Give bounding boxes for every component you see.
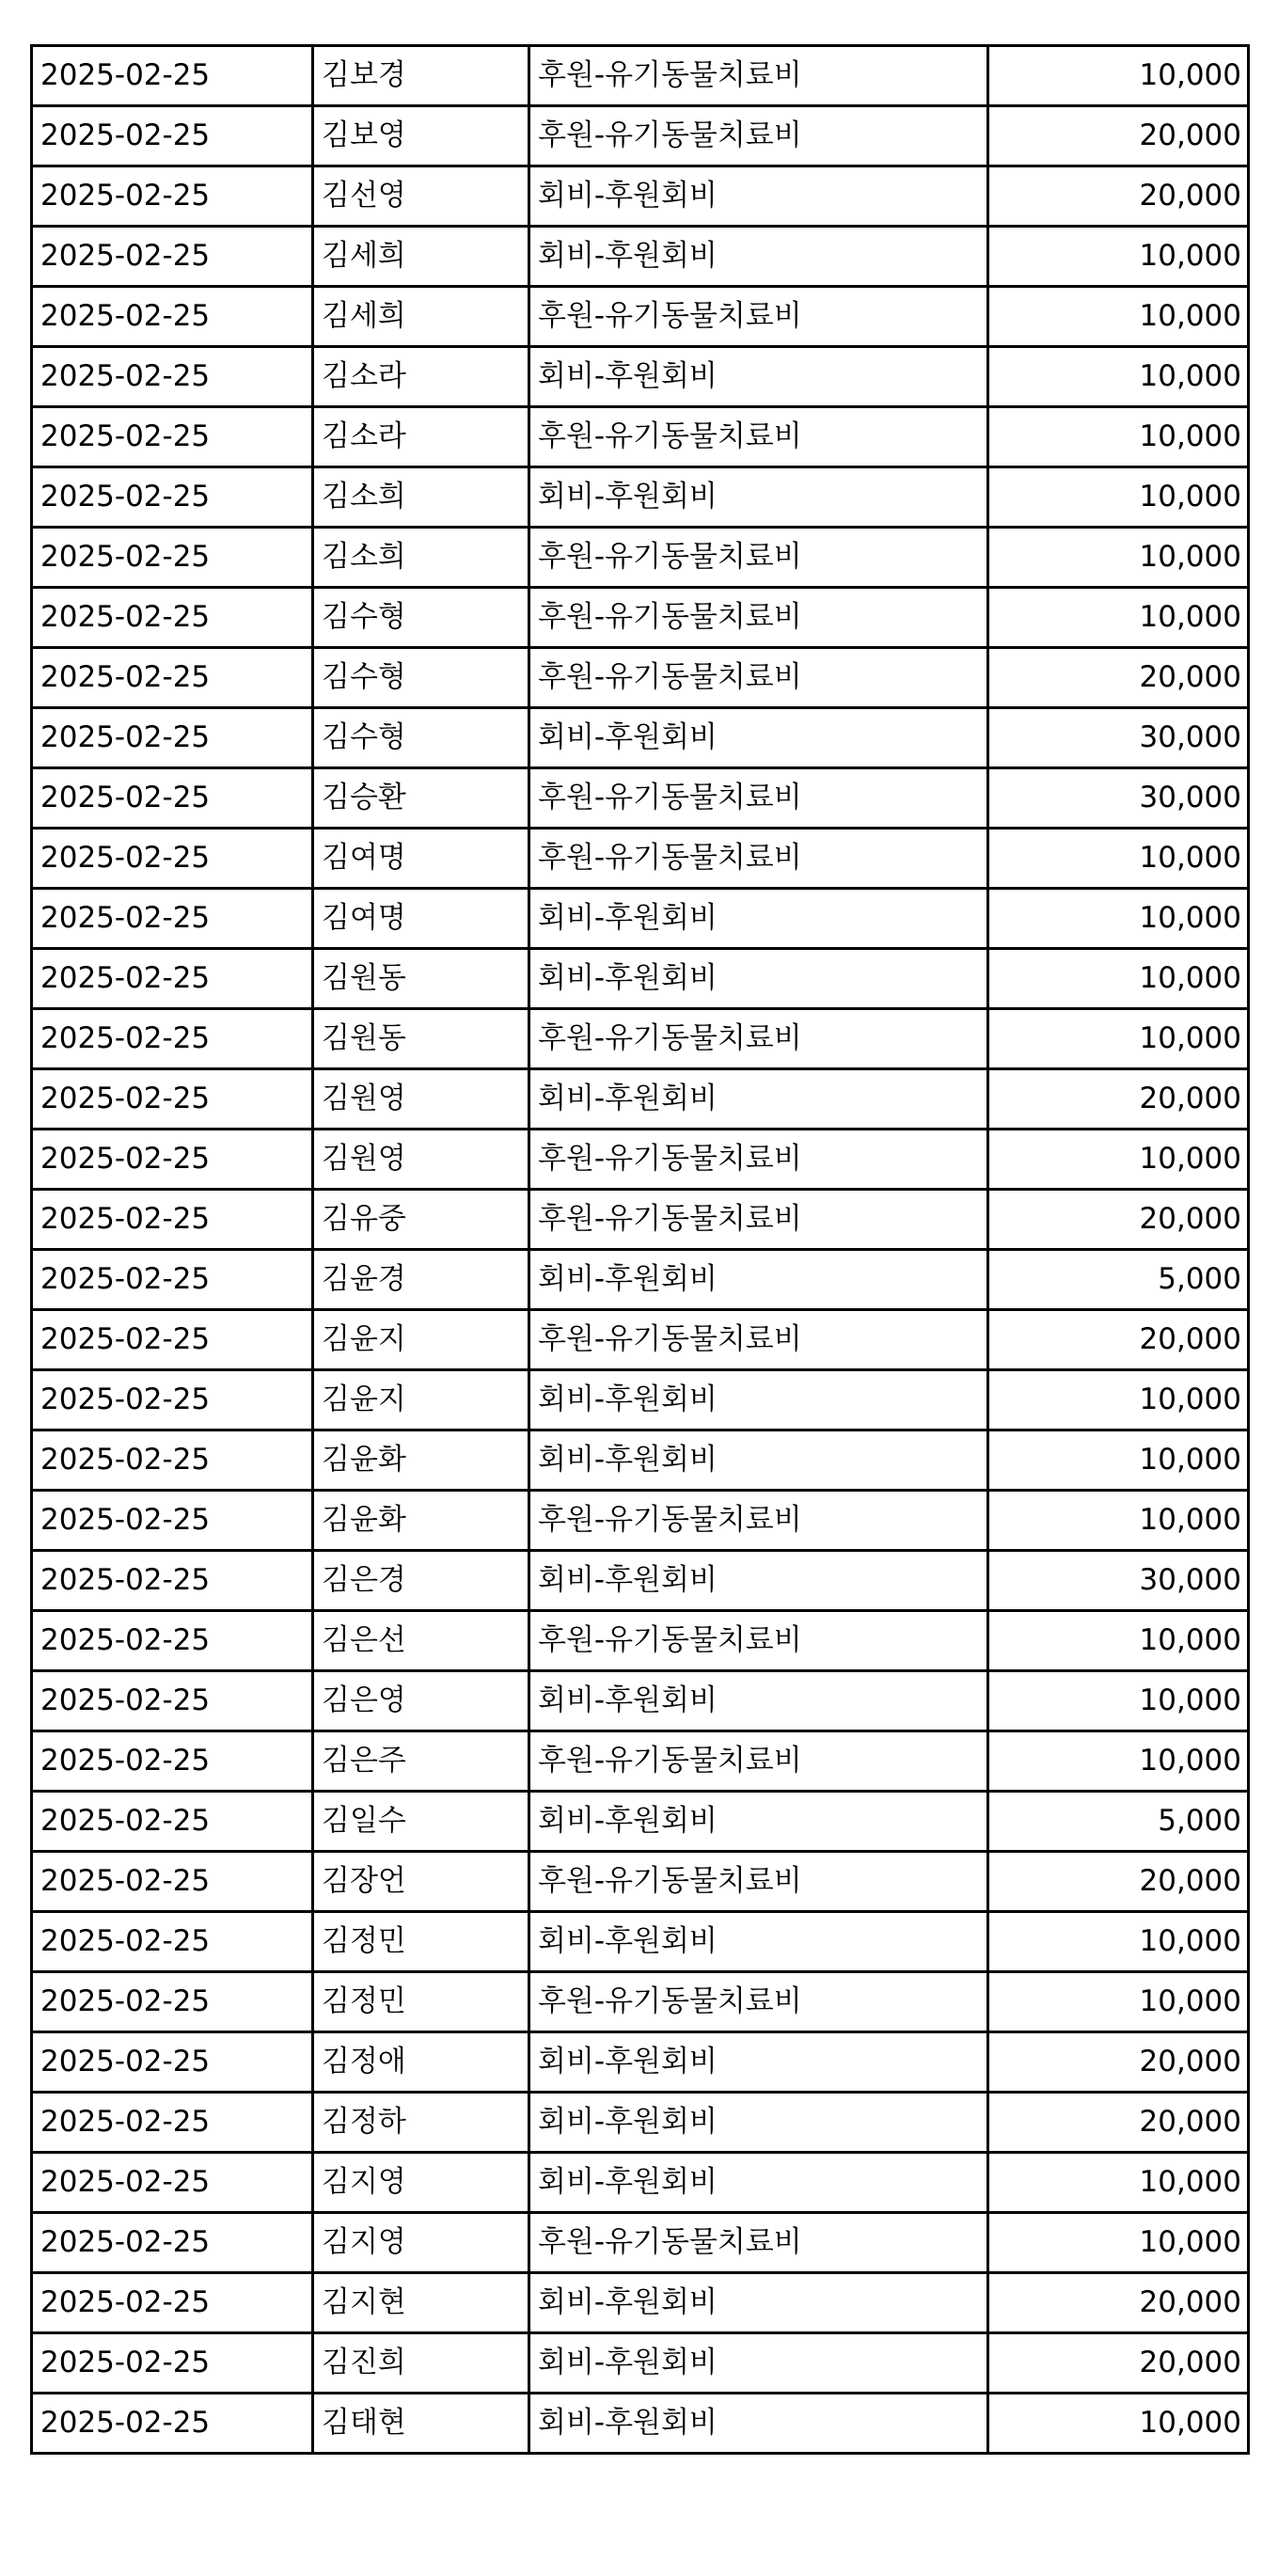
donor-name-cell: 김윤경 [313, 1250, 529, 1310]
table-row [32, 2213, 1249, 2273]
date-cell: 2025-02-25 [32, 889, 313, 949]
donor-name-cell: 김정하 [313, 2093, 529, 2153]
amount-cell: 10,000 [988, 2213, 1249, 2273]
table-row [32, 2032, 1249, 2093]
category-cell: 회비-후원회비 [529, 1671, 988, 1731]
table-row [32, 2153, 1249, 2213]
donor-name-cell: 김보영 [313, 106, 529, 166]
table-row [32, 166, 1249, 227]
category-cell: 후원-유기동물치료비 [529, 528, 988, 588]
amount-cell: 20,000 [988, 106, 1249, 166]
amount-cell: 10,000 [988, 949, 1249, 1009]
date-cell: 2025-02-25 [32, 2394, 313, 2454]
date-cell: 2025-02-25 [32, 648, 313, 708]
donor-name-cell: 김여명 [313, 889, 529, 949]
amount-cell: 10,000 [988, 889, 1249, 949]
category-cell: 후원-유기동물치료비 [529, 1731, 988, 1792]
category-cell: 후원-유기동물치료비 [529, 1130, 988, 1190]
category-cell: 후원-유기동물치료비 [529, 588, 988, 648]
donor-name-cell: 김원동 [313, 949, 529, 1009]
table-row [32, 1491, 1249, 1551]
amount-cell: 30,000 [988, 768, 1249, 829]
table-row [32, 2273, 1249, 2333]
table-row [32, 347, 1249, 407]
category-cell: 후원-유기동물치료비 [529, 829, 988, 889]
amount-cell: 10,000 [988, 2394, 1249, 2454]
date-cell: 2025-02-25 [32, 1130, 313, 1190]
donor-name-cell: 김장언 [313, 1852, 529, 1912]
table-row [32, 829, 1249, 889]
table-row [32, 648, 1249, 708]
table-row [32, 1370, 1249, 1430]
donor-name-cell: 김여명 [313, 829, 529, 889]
category-cell: 후원-유기동물치료비 [529, 46, 988, 106]
donor-name-cell: 김소희 [313, 528, 529, 588]
table-row [32, 1310, 1249, 1370]
date-cell: 2025-02-25 [32, 949, 313, 1009]
amount-cell: 10,000 [988, 1731, 1249, 1792]
amount-cell: 10,000 [988, 1009, 1249, 1069]
category-cell: 후원-유기동물치료비 [529, 1491, 988, 1551]
category-cell: 후원-유기동물치료비 [529, 287, 988, 347]
date-cell: 2025-02-25 [32, 1491, 313, 1551]
category-cell: 회비-후원회비 [529, 2032, 988, 2093]
date-cell: 2025-02-25 [32, 1430, 313, 1491]
amount-cell: 20,000 [988, 648, 1249, 708]
donor-name-cell: 김정애 [313, 2032, 529, 2093]
date-cell: 2025-02-25 [32, 166, 313, 227]
donor-name-cell: 김원영 [313, 1130, 529, 1190]
date-cell: 2025-02-25 [32, 1551, 313, 1611]
date-cell: 2025-02-25 [32, 407, 313, 467]
date-cell: 2025-02-25 [32, 708, 313, 768]
donor-name-cell: 김윤화 [313, 1430, 529, 1491]
table-row [32, 1250, 1249, 1310]
date-cell: 2025-02-25 [32, 347, 313, 407]
donor-name-cell: 김세희 [313, 227, 529, 287]
date-cell: 2025-02-25 [32, 1671, 313, 1731]
date-cell: 2025-02-25 [32, 2153, 313, 2213]
category-cell: 후원-유기동물치료비 [529, 1852, 988, 1912]
amount-cell: 10,000 [988, 227, 1249, 287]
table-row [32, 2093, 1249, 2153]
category-cell: 회비-후원회비 [529, 889, 988, 949]
table-row [32, 2333, 1249, 2394]
amount-cell: 5,000 [988, 1250, 1249, 1310]
category-cell: 후원-유기동물치료비 [529, 106, 988, 166]
category-cell: 후원-유기동물치료비 [529, 407, 988, 467]
donor-name-cell: 김보경 [313, 46, 529, 106]
table-row [32, 407, 1249, 467]
donor-name-cell: 김정민 [313, 1912, 529, 1972]
category-cell: 후원-유기동물치료비 [529, 1310, 988, 1370]
amount-cell: 10,000 [988, 467, 1249, 528]
donor-name-cell: 김수형 [313, 588, 529, 648]
ledger-body [32, 46, 1249, 2454]
amount-cell: 20,000 [988, 1310, 1249, 1370]
donor-name-cell: 김세희 [313, 287, 529, 347]
category-cell: 회비-후원회비 [529, 227, 988, 287]
amount-cell: 10,000 [988, 829, 1249, 889]
donor-name-cell: 김소라 [313, 347, 529, 407]
amount-cell: 20,000 [988, 166, 1249, 227]
table-row [32, 1972, 1249, 2032]
date-cell: 2025-02-25 [32, 46, 313, 106]
date-cell: 2025-02-25 [32, 227, 313, 287]
category-cell: 회비-후원회비 [529, 708, 988, 768]
table-row [32, 1852, 1249, 1912]
date-cell: 2025-02-25 [32, 2273, 313, 2333]
category-cell: 회비-후원회비 [529, 2153, 988, 2213]
donation-ledger-table [30, 44, 1250, 2455]
amount-cell: 30,000 [988, 708, 1249, 768]
table-row [32, 106, 1249, 166]
amount-cell: 10,000 [988, 1611, 1249, 1671]
donor-name-cell: 김은주 [313, 1731, 529, 1792]
amount-cell: 20,000 [988, 1069, 1249, 1130]
amount-cell: 10,000 [988, 1430, 1249, 1491]
amount-cell: 20,000 [988, 2273, 1249, 2333]
date-cell: 2025-02-25 [32, 1912, 313, 1972]
donor-name-cell: 김선영 [313, 166, 529, 227]
category-cell: 후원-유기동물치료비 [529, 1009, 988, 1069]
amount-cell: 5,000 [988, 1792, 1249, 1852]
donor-name-cell: 김원동 [313, 1009, 529, 1069]
date-cell: 2025-02-25 [32, 106, 313, 166]
date-cell: 2025-02-25 [32, 1310, 313, 1370]
donor-name-cell: 김유중 [313, 1190, 529, 1250]
table-row [32, 1130, 1249, 1190]
date-cell: 2025-02-25 [32, 829, 313, 889]
date-cell: 2025-02-25 [32, 2093, 313, 2153]
amount-cell: 10,000 [988, 407, 1249, 467]
amount-cell: 10,000 [988, 2153, 1249, 2213]
category-cell: 후원-유기동물치료비 [529, 768, 988, 829]
donor-name-cell: 김정민 [313, 1972, 529, 2032]
donor-name-cell: 김소희 [313, 467, 529, 528]
table-row [32, 1430, 1249, 1491]
category-cell: 회비-후원회비 [529, 1551, 988, 1611]
donor-name-cell: 김은영 [313, 1671, 529, 1731]
table-row [32, 1731, 1249, 1792]
date-cell: 2025-02-25 [32, 2213, 313, 2273]
date-cell: 2025-02-25 [32, 1611, 313, 1671]
category-cell: 회비-후원회비 [529, 2333, 988, 2394]
table-row [32, 467, 1249, 528]
table-row [32, 1009, 1249, 1069]
table-row [32, 528, 1249, 588]
amount-cell: 20,000 [988, 2093, 1249, 2153]
donor-name-cell: 김은경 [313, 1551, 529, 1611]
donor-name-cell: 김수형 [313, 648, 529, 708]
category-cell: 회비-후원회비 [529, 347, 988, 407]
category-cell: 후원-유기동물치료비 [529, 1972, 988, 2032]
table-row [32, 1069, 1249, 1130]
donor-name-cell: 김일수 [313, 1792, 529, 1852]
table-row [32, 708, 1249, 768]
category-cell: 회비-후원회비 [529, 1912, 988, 1972]
amount-cell: 20,000 [988, 2032, 1249, 2093]
table-row [32, 46, 1249, 106]
date-cell: 2025-02-25 [32, 528, 313, 588]
date-cell: 2025-02-25 [32, 1852, 313, 1912]
category-cell: 회비-후원회비 [529, 1792, 988, 1852]
donor-name-cell: 김지영 [313, 2153, 529, 2213]
table-row [32, 1912, 1249, 1972]
category-cell: 회비-후원회비 [529, 1250, 988, 1310]
donor-name-cell: 김원영 [313, 1069, 529, 1130]
donor-name-cell: 김은선 [313, 1611, 529, 1671]
table-row [32, 1190, 1249, 1250]
amount-cell: 30,000 [988, 1551, 1249, 1611]
amount-cell: 10,000 [988, 287, 1249, 347]
amount-cell: 10,000 [988, 528, 1249, 588]
category-cell: 후원-유기동물치료비 [529, 2213, 988, 2273]
amount-cell: 10,000 [988, 1370, 1249, 1430]
donor-name-cell: 김윤지 [313, 1310, 529, 1370]
donor-name-cell: 김윤화 [313, 1491, 529, 1551]
amount-cell: 10,000 [988, 1912, 1249, 1972]
donor-name-cell: 김지현 [313, 2273, 529, 2333]
category-cell: 회비-후원회비 [529, 1370, 988, 1430]
table-row [32, 287, 1249, 347]
date-cell: 2025-02-25 [32, 1370, 313, 1430]
table-row [32, 1611, 1249, 1671]
date-cell: 2025-02-25 [32, 1009, 313, 1069]
amount-cell: 10,000 [988, 1491, 1249, 1551]
date-cell: 2025-02-25 [32, 588, 313, 648]
table-row [32, 227, 1249, 287]
date-cell: 2025-02-25 [32, 1069, 313, 1130]
date-cell: 2025-02-25 [32, 287, 313, 347]
table-row [32, 949, 1249, 1009]
category-cell: 회비-후원회비 [529, 1069, 988, 1130]
date-cell: 2025-02-25 [32, 1250, 313, 1310]
category-cell: 회비-후원회비 [529, 2394, 988, 2454]
amount-cell: 20,000 [988, 1852, 1249, 1912]
donor-name-cell: 김지영 [313, 2213, 529, 2273]
date-cell: 2025-02-25 [32, 1972, 313, 2032]
amount-cell: 10,000 [988, 1671, 1249, 1731]
table-row [32, 1792, 1249, 1852]
date-cell: 2025-02-25 [32, 1731, 313, 1792]
table-row [32, 889, 1249, 949]
donor-name-cell: 김윤지 [313, 1370, 529, 1430]
table-row [32, 2394, 1249, 2454]
amount-cell: 20,000 [988, 2333, 1249, 2394]
date-cell: 2025-02-25 [32, 2333, 313, 2394]
amount-cell: 10,000 [988, 588, 1249, 648]
table-row [32, 588, 1249, 648]
donor-name-cell: 김태현 [313, 2394, 529, 2454]
table-row [32, 768, 1249, 829]
amount-cell: 10,000 [988, 1972, 1249, 2032]
amount-cell: 10,000 [988, 1130, 1249, 1190]
amount-cell: 20,000 [988, 1190, 1249, 1250]
date-cell: 2025-02-25 [32, 1792, 313, 1852]
amount-cell: 10,000 [988, 347, 1249, 407]
category-cell: 회비-후원회비 [529, 1430, 988, 1491]
table-row [32, 1671, 1249, 1731]
date-cell: 2025-02-25 [32, 2032, 313, 2093]
donor-name-cell: 김소라 [313, 407, 529, 467]
category-cell: 회비-후원회비 [529, 467, 988, 528]
category-cell: 회비-후원회비 [529, 166, 988, 227]
donor-name-cell: 김진희 [313, 2333, 529, 2394]
donor-name-cell: 김수형 [313, 708, 529, 768]
category-cell: 회비-후원회비 [529, 949, 988, 1009]
amount-cell: 10,000 [988, 46, 1249, 106]
category-cell: 회비-후원회비 [529, 2093, 988, 2153]
category-cell: 후원-유기동물치료비 [529, 1190, 988, 1250]
category-cell: 회비-후원회비 [529, 2273, 988, 2333]
date-cell: 2025-02-25 [32, 467, 313, 528]
category-cell: 후원-유기동물치료비 [529, 648, 988, 708]
category-cell: 후원-유기동물치료비 [529, 1611, 988, 1671]
date-cell: 2025-02-25 [32, 768, 313, 829]
donor-name-cell: 김승환 [313, 768, 529, 829]
table-row [32, 1551, 1249, 1611]
date-cell: 2025-02-25 [32, 1190, 313, 1250]
